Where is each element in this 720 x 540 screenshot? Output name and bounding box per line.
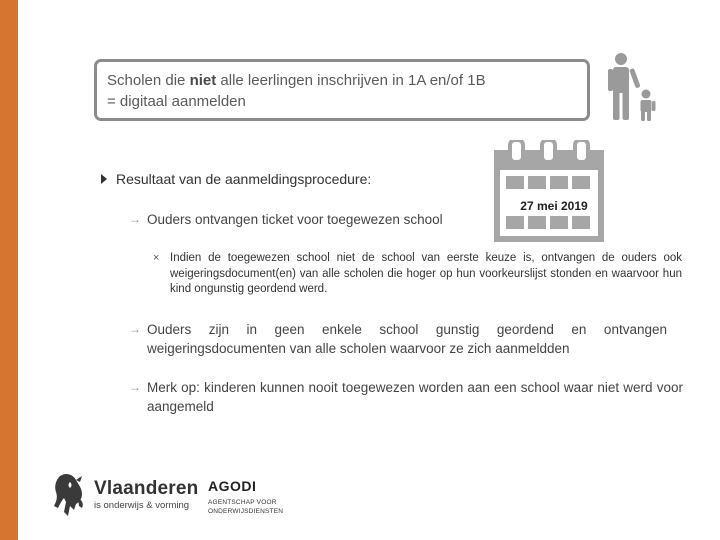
bullet-no-school: [129, 320, 667, 358]
lion-icon: [52, 472, 86, 518]
bullet-no-school-text: Ouders zijn in geen enkele school gunstig geordend en ontvangen weigeringsdocumenten van alle scholen waarvoor ze zich aanmeldden: [147, 322, 667, 356]
parent-child-icon: [604, 52, 660, 122]
title-part1: Scholen die: [107, 72, 190, 89]
title-text: [107, 70, 577, 112]
bullet-refusal-documents: [153, 251, 682, 298]
agodi-subtitle-line1: AGENTSCHAP VOOR: [208, 499, 277, 506]
vlaanderen-name: Vlaanderen: [94, 478, 199, 499]
cross-icon: ×: [153, 252, 160, 264]
bullet-ticket-text: Ouders ontvangen ticket voor toegewezen school: [147, 212, 443, 227]
section-heading-text: Resultaat van de aanmeldingsprocedure:: [116, 171, 372, 187]
title-box: [94, 59, 590, 121]
orange-side-bar: [0, 0, 18, 540]
section-heading: [101, 171, 371, 187]
bullet-note: [129, 378, 683, 416]
triangle-bullet-icon: [101, 174, 107, 184]
agodi-subtitle: [208, 498, 283, 516]
bullet-ticket: [129, 210, 487, 229]
agodi-name: AGODI: [208, 478, 257, 494]
agodi-logo: [208, 478, 283, 516]
agodi-subtitle-line2: ONDERWIJSDIENSTEN: [208, 508, 284, 515]
title-part2: alle leerlingen inschrijven in 1A en/of 1B: [216, 72, 486, 89]
calendar-icon: [494, 140, 604, 242]
title-line2: = digitaal aanmelden: [107, 93, 246, 110]
arrow-icon: →: [129, 380, 141, 394]
calendar-date: 27 mei 2019: [520, 199, 588, 213]
arrow-icon: →: [129, 322, 141, 336]
title-highlight: niet: [189, 72, 217, 89]
vlaanderen-tagline: is onderwijs & vorming: [94, 500, 190, 511]
arrow-icon: →: [129, 212, 141, 226]
vlaanderen-logo: [52, 472, 198, 518]
bullet-refusal-documents-text: Indien de toegewezen school niet de school van eerste keuze is, ontvangen de ouders ook weigeringsdocument(en) van alle scholen die hoger op hun voorkeurslijst stonden en waarvoor hun kind ongunstig geordend werd.: [170, 252, 682, 295]
bullet-note-text: Merk op: kinderen kunnen nooit toegewezen worden aan een school waar niet werd voor aangemeld: [147, 380, 683, 414]
